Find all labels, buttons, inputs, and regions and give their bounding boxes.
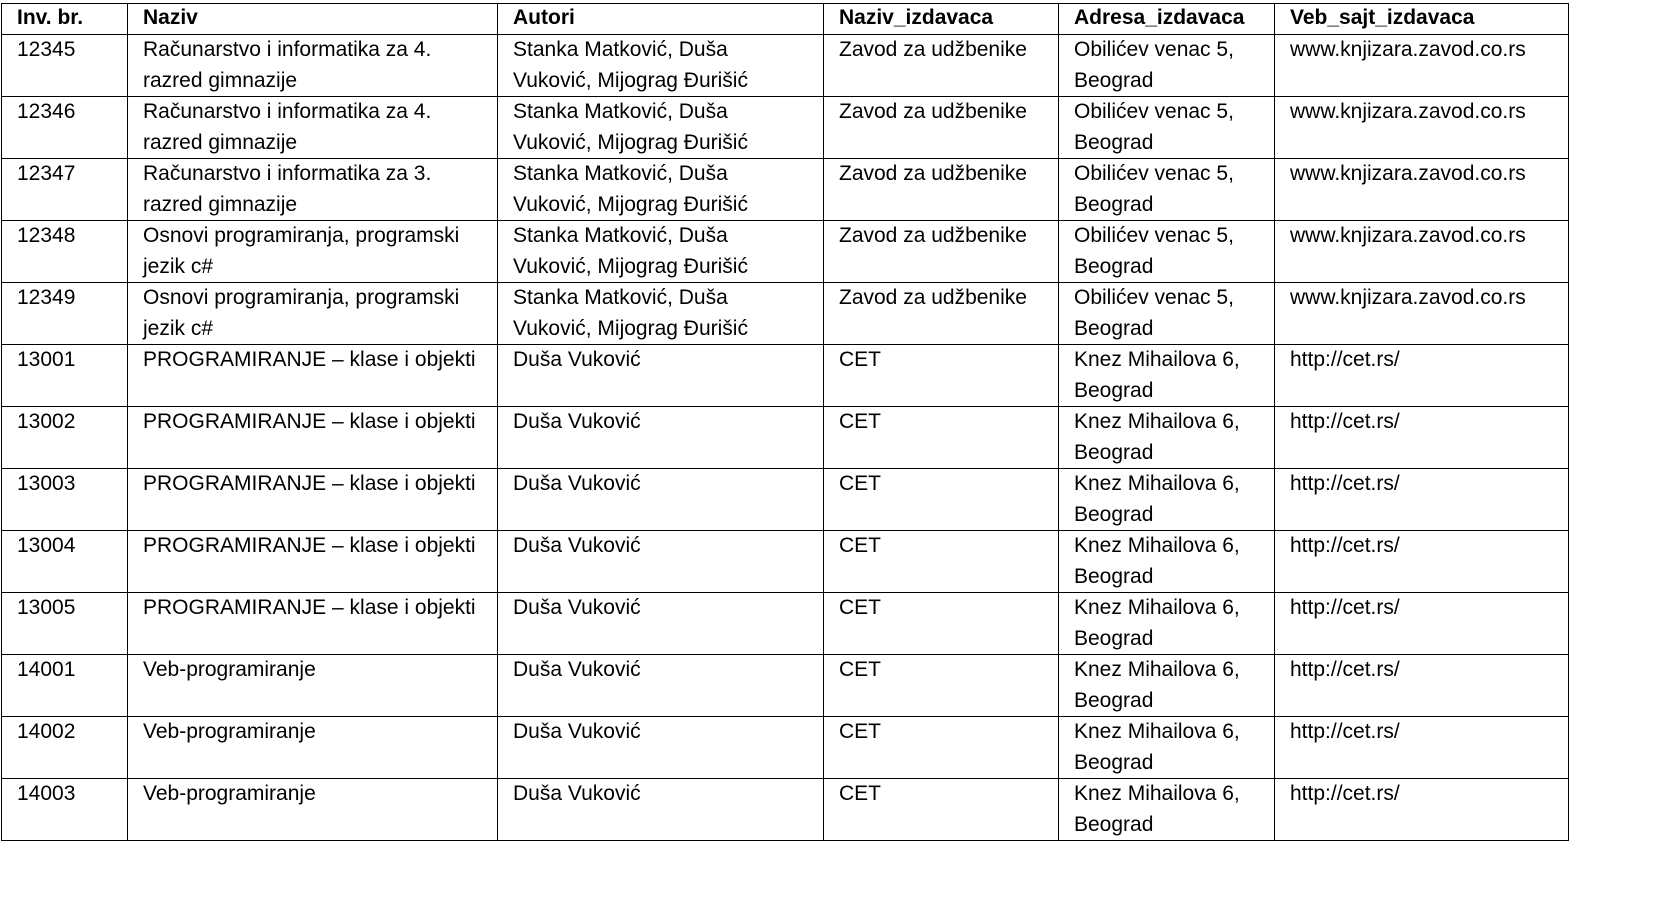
header-naziv: Naziv <box>128 4 498 35</box>
header-naziv-izdavaca: Naziv_izdavaca <box>824 4 1059 35</box>
naziv-izdavaca-cell: Zavod za udžbenike <box>824 221 1059 283</box>
autori-cell: Duša Vuković <box>498 593 824 655</box>
autori-cell: Duša Vuković <box>498 717 824 779</box>
inv-br-cell: 13004 <box>2 531 128 593</box>
inv-br-cell: 13005 <box>2 593 128 655</box>
autori-cell: Duša Vuković <box>498 655 824 717</box>
naziv-cell: Računarstvo i informatika za 4. razred gimnazije <box>128 97 498 159</box>
autori-cell: Duša Vuković <box>498 345 824 407</box>
inv-br-cell: 14003 <box>2 779 128 841</box>
table-row <box>2 717 1569 779</box>
veb-sajt-cell: http://cet.rs/ <box>1275 469 1569 531</box>
table-row <box>2 531 1569 593</box>
adresa-izdavaca-cell: Obilićev venac 5, Beograd <box>1059 159 1275 221</box>
autori-cell: Duša Vuković <box>498 531 824 593</box>
veb-sajt-cell: www.knjizara.zavod.co.rs <box>1275 221 1569 283</box>
naziv-cell: Veb-programiranje <box>128 717 498 779</box>
inv-br-cell: 12347 <box>2 159 128 221</box>
header-row <box>2 4 1569 35</box>
autori-cell: Stanka Matković, Duša Vuković, Mijograg Đurišić <box>498 97 824 159</box>
inv-br-cell: 14001 <box>2 655 128 717</box>
adresa-izdavaca-cell: Knez Mihailova 6, Beograd <box>1059 407 1275 469</box>
naziv-cell: Osnovi programiranja, programski jezik c# <box>128 283 498 345</box>
inv-br-cell: 14002 <box>2 717 128 779</box>
table-row <box>2 655 1569 717</box>
veb-sajt-cell: http://cet.rs/ <box>1275 407 1569 469</box>
naziv-izdavaca-cell: CET <box>824 345 1059 407</box>
adresa-izdavaca-cell: Obilićev venac 5, Beograd <box>1059 221 1275 283</box>
adresa-izdavaca-cell: Obilićev venac 5, Beograd <box>1059 283 1275 345</box>
header-veb-sajt-izdavaca: Veb_sajt_izdavaca <box>1275 4 1569 35</box>
naziv-izdavaca-cell: CET <box>824 655 1059 717</box>
header-adresa-izdavaca: Adresa_izdavaca <box>1059 4 1275 35</box>
veb-sajt-cell: http://cet.rs/ <box>1275 655 1569 717</box>
adresa-izdavaca-cell: Knez Mihailova 6, Beograd <box>1059 779 1275 841</box>
table-row <box>2 35 1569 97</box>
header-autori: Autori <box>498 4 824 35</box>
veb-sajt-cell: http://cet.rs/ <box>1275 717 1569 779</box>
autori-cell: Duša Vuković <box>498 779 824 841</box>
naziv-cell: PROGRAMIRANJE – klase i objekti <box>128 345 498 407</box>
table-row <box>2 593 1569 655</box>
adresa-izdavaca-cell: Obilićev venac 5, Beograd <box>1059 97 1275 159</box>
naziv-izdavaca-cell: CET <box>824 469 1059 531</box>
naziv-cell: Veb-programiranje <box>128 779 498 841</box>
autori-cell: Stanka Matković, Duša Vuković, Mijograg Đurišić <box>498 221 824 283</box>
autori-cell: Stanka Matković, Duša Vuković, Mijograg Đurišić <box>498 283 824 345</box>
header-inv-br: Inv. br. <box>2 4 128 35</box>
inv-br-cell: 13002 <box>2 407 128 469</box>
adresa-izdavaca-cell: Obilićev venac 5, Beograd <box>1059 35 1275 97</box>
naziv-cell: Osnovi programiranja, programski jezik c# <box>128 221 498 283</box>
table-body <box>2 35 1569 841</box>
table-row <box>2 779 1569 841</box>
veb-sajt-cell: www.knjizara.zavod.co.rs <box>1275 97 1569 159</box>
naziv-izdavaca-cell: Zavod za udžbenike <box>824 283 1059 345</box>
veb-sajt-cell: www.knjizara.zavod.co.rs <box>1275 159 1569 221</box>
adresa-izdavaca-cell: Knez Mihailova 6, Beograd <box>1059 655 1275 717</box>
table-row <box>2 345 1569 407</box>
inv-br-cell: 12349 <box>2 283 128 345</box>
inv-br-cell: 13003 <box>2 469 128 531</box>
naziv-cell: PROGRAMIRANJE – klase i objekti <box>128 593 498 655</box>
naziv-izdavaca-cell: Zavod za udžbenike <box>824 97 1059 159</box>
autori-cell: Stanka Matković, Duša Vuković, Mijograg Đurišić <box>498 159 824 221</box>
autori-cell: Stanka Matković, Duša Vuković, Mijograg Đurišić <box>498 35 824 97</box>
naziv-izdavaca-cell: CET <box>824 779 1059 841</box>
inv-br-cell: 12346 <box>2 97 128 159</box>
table-row <box>2 469 1569 531</box>
naziv-cell: Računarstvo i informatika za 3. razred gimnazije <box>128 159 498 221</box>
naziv-cell: PROGRAMIRANJE – klase i objekti <box>128 407 498 469</box>
inv-br-cell: 12348 <box>2 221 128 283</box>
naziv-izdavaca-cell: CET <box>824 531 1059 593</box>
veb-sajt-cell: http://cet.rs/ <box>1275 779 1569 841</box>
veb-sajt-cell: http://cet.rs/ <box>1275 345 1569 407</box>
table-row <box>2 159 1569 221</box>
table-row <box>2 283 1569 345</box>
naziv-cell: Veb-programiranje <box>128 655 498 717</box>
adresa-izdavaca-cell: Knez Mihailova 6, Beograd <box>1059 531 1275 593</box>
naziv-izdavaca-cell: Zavod za udžbenike <box>824 35 1059 97</box>
autori-cell: Duša Vuković <box>498 407 824 469</box>
table-header <box>2 4 1569 35</box>
naziv-cell: PROGRAMIRANJE – klase i objekti <box>128 469 498 531</box>
veb-sajt-cell: www.knjizara.zavod.co.rs <box>1275 35 1569 97</box>
inv-br-cell: 13001 <box>2 345 128 407</box>
adresa-izdavaca-cell: Knez Mihailova 6, Beograd <box>1059 345 1275 407</box>
naziv-izdavaca-cell: Zavod za udžbenike <box>824 159 1059 221</box>
veb-sajt-cell: http://cet.rs/ <box>1275 531 1569 593</box>
adresa-izdavaca-cell: Knez Mihailova 6, Beograd <box>1059 593 1275 655</box>
naziv-izdavaca-cell: CET <box>824 717 1059 779</box>
naziv-izdavaca-cell: CET <box>824 407 1059 469</box>
table-row <box>2 221 1569 283</box>
books-table <box>1 3 1569 841</box>
inv-br-cell: 12345 <box>2 35 128 97</box>
table-row <box>2 407 1569 469</box>
adresa-izdavaca-cell: Knez Mihailova 6, Beograd <box>1059 717 1275 779</box>
veb-sajt-cell: http://cet.rs/ <box>1275 593 1569 655</box>
naziv-cell: PROGRAMIRANJE – klase i objekti <box>128 531 498 593</box>
naziv-izdavaca-cell: CET <box>824 593 1059 655</box>
table-row <box>2 97 1569 159</box>
veb-sajt-cell: www.knjizara.zavod.co.rs <box>1275 283 1569 345</box>
naziv-cell: Računarstvo i informatika za 4. razred gimnazije <box>128 35 498 97</box>
autori-cell: Duša Vuković <box>498 469 824 531</box>
adresa-izdavaca-cell: Knez Mihailova 6, Beograd <box>1059 469 1275 531</box>
